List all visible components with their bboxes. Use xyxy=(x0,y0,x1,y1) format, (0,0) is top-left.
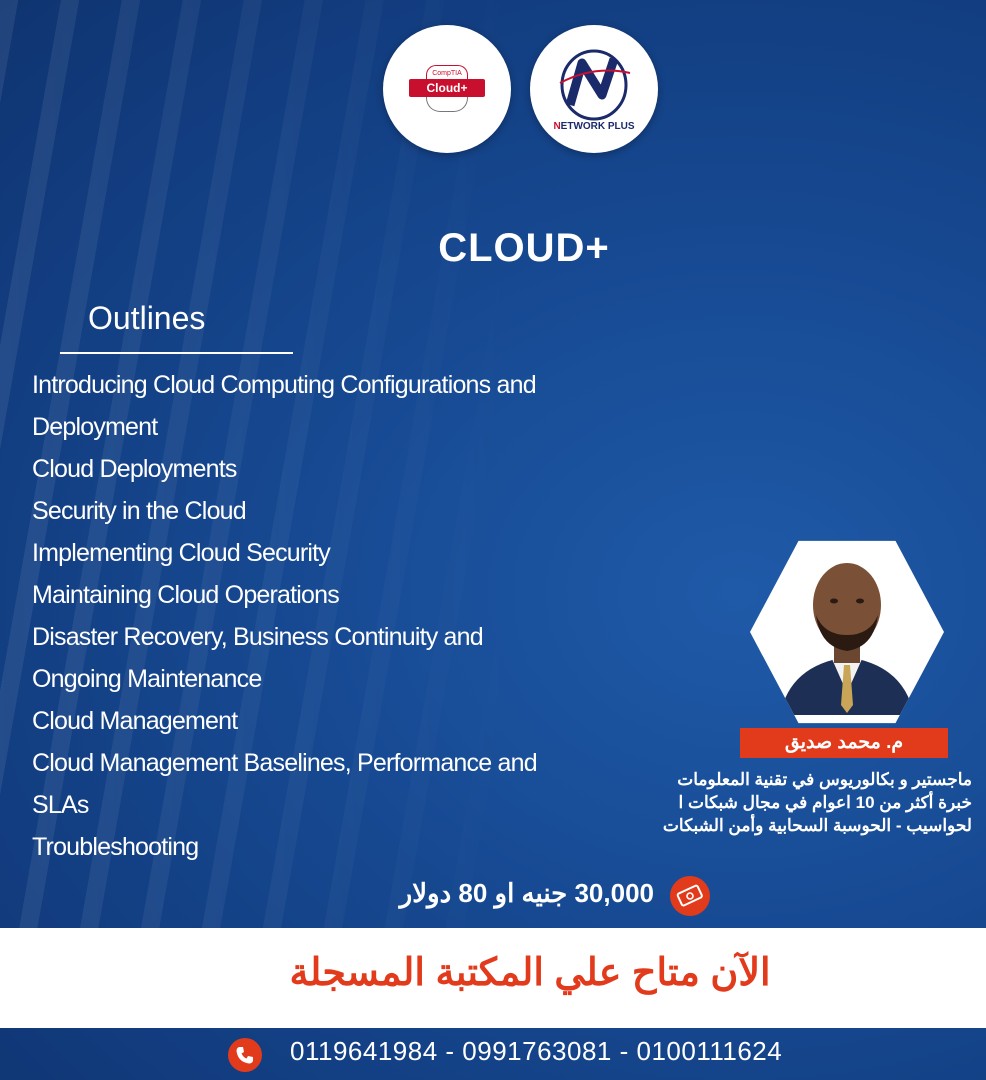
outline-item: Introducing Cloud Computing Configurations and xyxy=(32,371,536,399)
course-title: CLOUD+ xyxy=(438,226,610,270)
outlines-divider xyxy=(60,352,293,354)
instructor-photo xyxy=(750,535,944,729)
network-plus-logo xyxy=(530,25,658,153)
outlines-heading: Outlines xyxy=(88,300,206,336)
outline-item: Deployment xyxy=(32,413,158,441)
outline-item: Cloud Management Baselines, Performance and xyxy=(32,749,537,777)
outline-item: Troubleshooting xyxy=(32,833,199,861)
bio-line: ماجستير و بكالوريوس في تقنية المعلومات xyxy=(677,770,972,789)
instructor-name-badge: م. محمد صديق xyxy=(740,728,948,758)
contact-bar xyxy=(0,1028,986,1080)
outline-item: Security in the Cloud xyxy=(32,497,246,525)
phone-numbers[interactable]: 0119641984 - 0991763081 - 0100111624 xyxy=(290,1036,783,1066)
price-text: 30,000 جنيه او 80 دولار xyxy=(399,878,654,908)
network-plus-label: NETWORK PLUS xyxy=(553,121,635,132)
outline-list xyxy=(32,364,592,868)
outline-item: Cloud Deployments xyxy=(32,455,237,483)
money-icon xyxy=(670,876,710,916)
cloud-plus-label: Cloud+ xyxy=(409,79,485,97)
price-row xyxy=(340,876,710,916)
instructor-bio xyxy=(532,768,972,837)
comptia-brand-text: CompTIA xyxy=(426,65,468,79)
outline-item: Ongoing Maintenance xyxy=(32,665,262,693)
bio-line: خبرة أكثر من 10 اعوام في مجال شبكات ا xyxy=(678,793,972,812)
outline-item: Maintaining Cloud Operations xyxy=(32,581,339,609)
comptia-cloud-logo xyxy=(383,25,511,153)
network-plus-emblem-icon xyxy=(530,25,658,153)
outline-item: Cloud Management xyxy=(32,707,238,735)
availability-text: الآن متاح علي المكتبة المسجلة xyxy=(289,952,771,994)
bio-line: لحواسيب - الحوسبة السحابية وأمن الشبكات xyxy=(662,816,972,835)
outline-item: SLAs xyxy=(32,791,89,819)
cloud-icon xyxy=(426,97,468,112)
phone-icon xyxy=(228,1038,262,1072)
instructor-portrait-icon xyxy=(750,535,944,729)
outline-item: Disaster Recovery, Business Continuity and xyxy=(32,623,483,651)
outline-item: Implementing Cloud Security xyxy=(32,539,330,567)
